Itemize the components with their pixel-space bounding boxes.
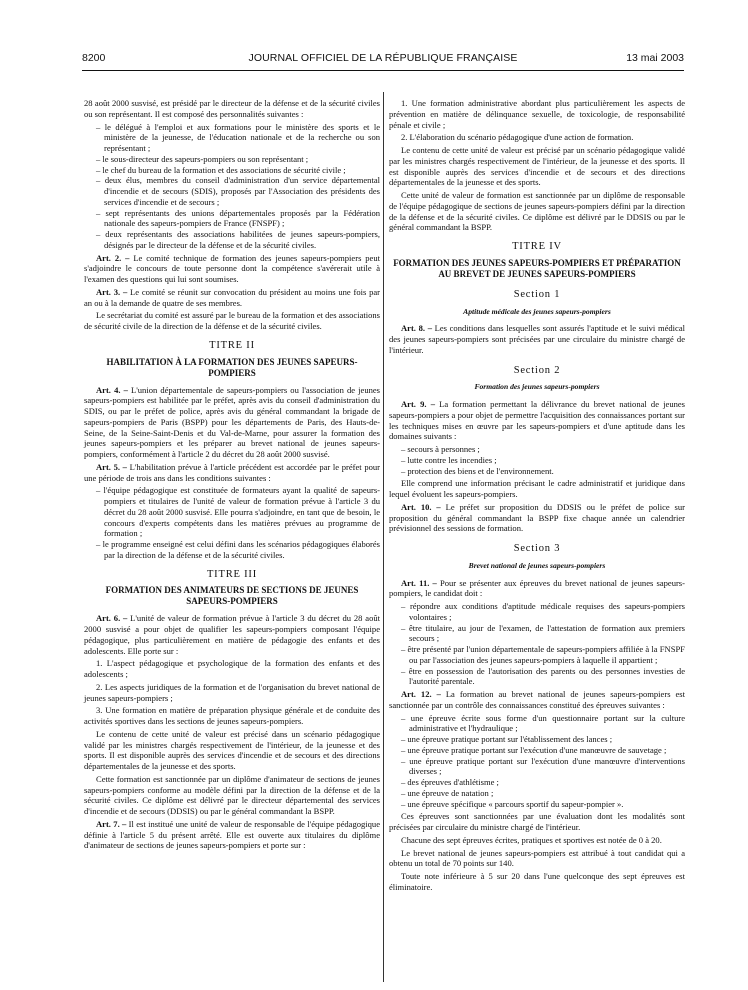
article-text: L'union départementale de sapeurs-pompiers ou l'association de jeunes sapeurs-pompiers est habilitée par le préfet, après avis du conseil d'administration du SDIS, ou par le préfet de police, après avis du général commandant la brigade de sapeurs-pompiers de Paris (BSPP) pour les départements de Paris, des Hauts-de-Seine, de la Seine-Saint-Denis et du Val-de-Marne, pour assurer la formation des jeunes sapeurs-pompiers et les préparer au brevet national de jeunes sapeurs-pompiers, conformément à l'article 2 du décret du 28 août 2000 susvisé. — [84, 384, 381, 459]
list-item: – deux représentants des associations habilitées de jeunes sapeurs-pompiers, désignés par le directeur de la défense et de la sécurité civiles. — [96, 229, 380, 250]
article-10 — [389, 502, 685, 534]
list-item: – être titulaire, au jour de l'examen, de l'attestation de formation aux premiers secours ; — [401, 622, 685, 644]
issue-date: 13 mai 2003 — [626, 52, 684, 64]
list-item: – protection des biens et de l'environnement. — [401, 465, 554, 476]
article-text: Pour se présenter aux épreuves du brevet national de jeunes sapeurs-pompiers, le candidat doit : — [389, 577, 685, 599]
article-label: Art. 8. – — [401, 323, 432, 334]
article-text: Le comité technique de formation des jeunes sapeurs-pompiers peut s'adjoindre le concours de toute personne dont la compétence s'avérerait utile à l'examen des questions qui lui sont soumises. — [84, 252, 381, 284]
list-item: – être présenté par l'union départementale de sapeurs-pompiers affiliée à la FNSPF ou par l'association des jeunes sapeurs-pompiers à laquelle il appartient ; — [401, 644, 685, 665]
habilitation-conditions-list — [84, 485, 380, 560]
paragraph: Le secrétariat du comité est assuré par le bureau de la formation et des associations de sécurité civile de la direction de la défense et de la sécurité civiles. — [84, 310, 380, 331]
section-heading: Section 2 — [513, 364, 561, 376]
list-item: – le sous-directeur des sapeurs-pompiers ou son représentant ; — [96, 153, 309, 164]
titre-subheading: FORMATION DES ANIMATEURS DE SECTIONS DE JEUNES SAPEURS-POMPIERS — [105, 585, 359, 607]
article-label: Art. 12. – — [401, 689, 441, 699]
list-item: – le programme enseigné est celui défini dans les scénarios pédagogiques élaborés par la direction de la défense et de la sécurité civiles. — [96, 539, 380, 560]
journal-title: JOURNAL OFFICIEL DE LA RÉPUBLIQUE FRANÇAISE — [248, 52, 518, 64]
section-heading: Section 3 — [513, 543, 561, 554]
titre-heading: TITRE IV — [512, 241, 562, 252]
exam-events-list — [389, 713, 685, 810]
numbered-item: 2. L'élaboration du scénario pédagogique d'une action de formation. — [401, 132, 634, 143]
list-item: – deux élus, membres du conseil d'administration d'un service départemental d'incendie et de secours (SDIS), proposés par l'Association des présidents des services d'incendie et de secours ; — [96, 175, 380, 207]
article-label: Art. 6. – — [96, 613, 128, 624]
article-text: Il est institué une unité de valeur de responsable de l'équipe pédagogique définie à l'article 5 du présent arrêté. Elle est ouverte aux titulaires du diplôme d'animateur de sections de jeunes sapeurs-pompiers et porte sur : — [84, 818, 380, 851]
article-label: Art. 2. – — [96, 252, 130, 263]
list-item: – répondre aux conditions d'aptitude médicale requises des sapeurs-pompiers volontaires ; — [401, 601, 685, 622]
section-heading: Section 1 — [513, 288, 561, 300]
list-item: – une épreuve pratique portant sur l'exécution d'une manœuvre d'interventions diverses ; — [401, 755, 685, 777]
list-item: – une épreuve pratique portant sur l'exécution d'une manœuvre de sauvetage ; — [401, 744, 667, 755]
paragraph: Cette unité de valeur de formation est sanctionnée par un diplôme de responsable de l'équipe pédagogique de sections de jeunes sapeurs-pompiers défini par la direction de la défense et de la sécurité civiles. Ce diplôme est délivré par le DDSIS ou par le général commandant la BSPP. — [389, 190, 685, 233]
right-column — [389, 98, 685, 895]
titre-subheading: FORMATION DES JEUNES SAPEURS-POMPIERS ET PRÉPARATION AU BREVET DE JEUNES SAPEURS-POMPIERS — [393, 257, 681, 279]
list-item: – le chef du bureau de la formation et des associations de sécurité civile ; — [96, 164, 346, 175]
left-column — [84, 98, 380, 853]
paragraph: Le brevet national de jeunes sapeurs-pompiers est attribué à tout candidat qui a obtenu un total de 70 points sur 140. — [389, 847, 685, 869]
column-divider — [383, 92, 384, 982]
article-label: Art. 5. – — [96, 461, 127, 472]
titre-heading: TITRE II — [209, 339, 255, 351]
titre-subheading: HABILITATION À LA FORMATION DES JEUNES SAPEURS-POMPIERS — [106, 356, 358, 378]
article-text: Les conditions dans lesquelles sont assurés l'aptitude et le suivi médical des jeunes sapeurs-pompiers sont précisées par une circulaire du ministre chargé de l'intérieur. — [389, 323, 685, 355]
list-item: – le délégué à l'emploi et aux formations pour le ministère des sports et le ministère de la jeunesse, de l'éducation nationale et de la recherche ou son représentant ; — [96, 121, 380, 153]
committee-members-list — [84, 122, 380, 251]
section-title: Aptitude médicale des jeunes sapeurs-pompiers — [463, 306, 611, 316]
article-label: Art. 9. – — [401, 399, 435, 409]
article-label: Art. 3. – — [96, 286, 128, 297]
paragraph: Le contenu de cette unité de valeur est précisé dans un scénario pédagogique validé par les ministres chargés respectivement de l'intérieur, de la jeunesse et des sports. Il est disponible auprès des services d'incendie et de secours et des directions départementales de la jeunesse et des sports. — [84, 728, 380, 771]
article-8 — [389, 323, 685, 355]
article-text: La formation au brevet national de jeunes sapeurs-pompiers est sanctionnée par un contrôle des connaissances constitué des épreuves suivantes : — [389, 689, 685, 710]
page-header — [82, 52, 684, 68]
numbered-item: 1. L'aspect pédagogique et psychologique de la formation des enfants et des adolescents ; — [84, 658, 380, 679]
article-text: Le préfet sur proposition du DDSIS ou le préfet de police sur proposition du général commandant la BSPP fixe chaque année un calendrier prévisionnel des sessions de formation. — [389, 501, 686, 534]
list-item: – l'équipe pédagogique est constituée de formateurs ayant la qualité de sapeurs-pompiers et titulaires de l'unité de valeur de formation prévue à l'article 3 du décret du 28 août 2000 susvisé. Elle pourra s'adjoindre, en tant que de besoin, le concours d'experts compétents dans les matières prévues au programme de formation ; — [96, 485, 380, 539]
paragraph: Ces épreuves sont sanctionnées par une évaluation dont les modalités sont précisées par circulaire du ministre chargé de l'intérieur. — [389, 811, 685, 832]
section-title: Brevet national de jeunes sapeurs-pompiers — [468, 560, 606, 570]
list-item: – sept représentants des unions départementales proposés par la Fédération nationale des sapeurs-pompiers de France (FNSPF) ; — [96, 207, 380, 229]
article-text: L'habilitation prévue à l'article précédent est accordée par le préfet pour une période de trois ans dans les conditions suivantes : — [84, 461, 380, 483]
article-2 — [84, 253, 380, 285]
numbered-item: 1. Une formation administrative abordant plus particulièrement les aspects de prévention en matière de délinquance sexuelle, de toxicologie, de responsabilité pénale et civile ; — [389, 98, 685, 130]
paragraph: 28 août 2000 susvisé, est présidé par le directeur de la défense et de la sécurité civiles ou son représentant. Il est composé des personnalités suivantes : — [84, 98, 380, 119]
candidate-requirements-list — [389, 601, 685, 687]
article-label: Art. 10. – — [401, 501, 441, 512]
list-item: – lutte contre les incendies ; — [401, 454, 497, 465]
list-item: – une épreuve de natation ; — [401, 787, 494, 798]
header-rule — [82, 70, 684, 71]
article-5 — [84, 462, 380, 484]
article-4 — [84, 385, 380, 460]
article-3 — [84, 287, 380, 309]
titre-heading: TITRE III — [206, 568, 258, 580]
domains-list — [389, 444, 685, 476]
article-label: Art. 7. – — [96, 818, 127, 829]
article-label: Art. 4. – — [96, 384, 128, 395]
numbered-item: 2. Les aspects juridiques de la formation et de l'organisation du brevet national de jeunes sapeurs-pompiers ; — [84, 681, 380, 703]
list-item: – secours à personnes ; — [401, 444, 480, 454]
numbered-item: 3. Une formation en matière de préparation physique générale et de conduite des activités sportives dans les sections de jeunes sapeurs-pompiers. — [84, 705, 380, 726]
paragraph: Toute note inférieure à 5 sur 20 dans l'une quelconque des sept épreuves est éliminatoire. — [389, 871, 685, 892]
list-item: – des épreuves d'athlétisme ; — [401, 777, 499, 787]
paragraph: Chacune des sept épreuves écrites, pratiques et sportives est notée de 0 à 20. — [401, 834, 662, 845]
article-7 — [84, 819, 380, 851]
article-text: La formation permettant la délivrance du brevet national de jeunes sapeurs-pompiers a pour objet de permettre l'acquisition des connaissances portant sur les techniques mises en œuvre par les sapeurs-pompiers et d'une aptitude dans les domaines suivants : — [389, 399, 685, 442]
article-text: L'unité de valeur de formation prévue à l'article 3 du décret du 28 août 2000 susvisé a pour objet de qualifier les sapeurs-pompiers composant l'équipe pédagogique, plus particulièrement en matière de pédagogie des enfants et des adolescents. Elle porte sur : — [84, 613, 380, 656]
article-9 — [389, 399, 685, 442]
list-item: – une épreuve écrite sous forme d'un questionnaire portant sur la culture administrative et l'hydraulique ; — [401, 712, 685, 734]
paragraph: Elle comprend une information précisant le cadre administratif et juridique dans lequel évoluent les sapeurs-pompiers. — [389, 478, 685, 499]
article-11 — [389, 578, 685, 600]
paragraph: Cette formation est sanctionnée par un diplôme d'animateur de sections de jeunes sapeurs-pompiers conforme au modèle défini par la direction de la défense et de la sécurité civiles. Ce diplôme est délivré par le directeur départemental des services d'incendie et de secours (DDSIS) ou par le général commandant la BSPP. — [84, 773, 380, 816]
article-12 — [389, 689, 685, 711]
article-label: Art. 11. – — [401, 577, 437, 588]
paragraph: Le contenu de cette unité de valeur est précisé par un scénario pédagogique validé par les ministres chargés respectivement de l'intérieur, de la jeunesse et des sports. Il est disponible auprès des services d'incendie et de secours et des directions départementales de la jeunesse et des sports. — [389, 145, 685, 188]
article-6 — [84, 613, 380, 656]
section-title: Formation des jeunes sapeurs-pompiers — [474, 382, 600, 392]
article-text: Le comité se réunit sur convocation du président au moins une fois par an ou à la demande de quatre de ses membres. — [84, 286, 381, 308]
list-item: – une épreuve pratique portant sur l'établissement des lances ; — [401, 734, 613, 744]
list-item: – une épreuve spécifique « parcours sportif du sapeur-pompier ». — [401, 798, 624, 809]
list-item: – être en possession de l'autorisation des parents ou des personnes investies de l'autorité parentale. — [401, 665, 685, 687]
page-number: 8200 — [82, 52, 106, 64]
